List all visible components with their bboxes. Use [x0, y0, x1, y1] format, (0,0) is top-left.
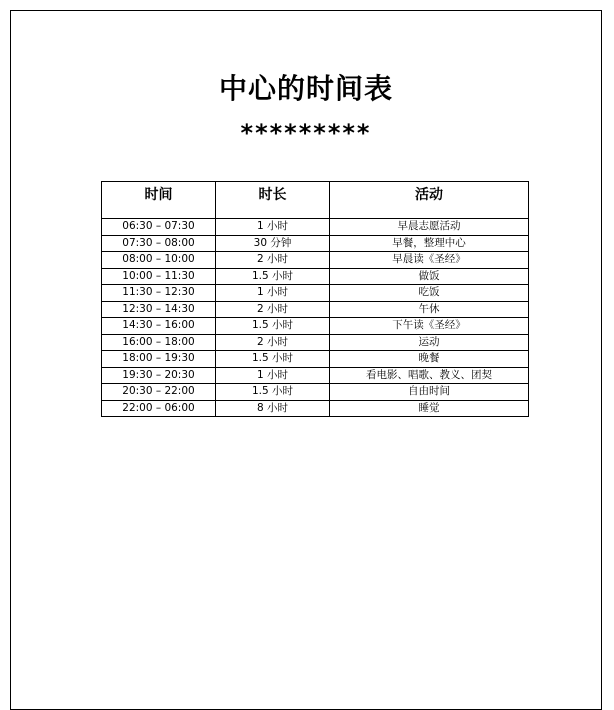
header-activity: 活动: [330, 182, 529, 219]
cell-activity: 下午读《圣经》: [330, 318, 529, 335]
cell-activity: 自由时间: [330, 384, 529, 401]
cell-time: 16:00 – 18:00: [102, 334, 216, 351]
table-row: [102, 367, 529, 384]
cell-duration: 2 小时: [216, 252, 330, 269]
cell-time: 20:30 – 22:00: [102, 384, 216, 401]
cell-duration: 1.5 小时: [216, 318, 330, 335]
document-page: [10, 10, 602, 710]
cell-time: 11:30 – 12:30: [102, 285, 216, 302]
table-row: [102, 268, 529, 285]
cell-time: 07:30 – 08:00: [102, 235, 216, 252]
cell-activity: 晚餐: [330, 351, 529, 368]
cell-activity: 早晨志愿活动: [330, 219, 529, 236]
cell-activity: 早餐，整理中心: [330, 235, 529, 252]
cell-duration: 1.5 小时: [216, 384, 330, 401]
table-row: [102, 219, 529, 236]
cell-activity: 吃饭: [330, 285, 529, 302]
cell-duration: 1 小时: [216, 219, 330, 236]
cell-activity: 运动: [330, 334, 529, 351]
cell-time: 06:30 – 07:30: [102, 219, 216, 236]
table-row: [102, 235, 529, 252]
cell-activity: 看电影、唱歌、教义、团契: [330, 367, 529, 384]
cell-time: 19:30 – 20:30: [102, 367, 216, 384]
table-row: [102, 318, 529, 335]
schedule-table: [101, 181, 529, 417]
cell-duration: 1.5 小时: [216, 268, 330, 285]
cell-time: 08:00 – 10:00: [102, 252, 216, 269]
cell-time: 22:00 – 06:00: [102, 400, 216, 417]
cell-activity: 睡觉: [330, 400, 529, 417]
cell-time: 18:00 – 19:30: [102, 351, 216, 368]
header-duration: 时长: [216, 182, 330, 219]
cell-duration: 2 小时: [216, 301, 330, 318]
table-row: [102, 384, 529, 401]
table-row: [102, 400, 529, 417]
cell-time: 10:00 – 11:30: [102, 268, 216, 285]
page-title: 中心的时间表: [218, 72, 393, 105]
cell-time: 12:30 – 14:30: [102, 301, 216, 318]
table-row: [102, 351, 529, 368]
cell-duration: 8 小时: [216, 400, 330, 417]
cell-duration: 30 分钟: [216, 235, 330, 252]
table-row: [102, 285, 529, 302]
cell-duration: 2 小时: [216, 334, 330, 351]
cell-duration: 1 小时: [216, 367, 330, 384]
cell-activity: 午休: [330, 301, 529, 318]
table-row: [102, 252, 529, 269]
cell-activity: 做饭: [330, 268, 529, 285]
table-header-row: [102, 182, 529, 219]
table-row: [102, 334, 529, 351]
cell-duration: 1.5 小时: [216, 351, 330, 368]
table-row: [102, 301, 529, 318]
cell-activity: 早晨读《圣经》: [330, 252, 529, 269]
header-time: 时间: [102, 182, 216, 219]
title-decoration-stars: *********: [240, 119, 372, 147]
cell-time: 14:30 – 16:00: [102, 318, 216, 335]
cell-duration: 1 小时: [216, 285, 330, 302]
